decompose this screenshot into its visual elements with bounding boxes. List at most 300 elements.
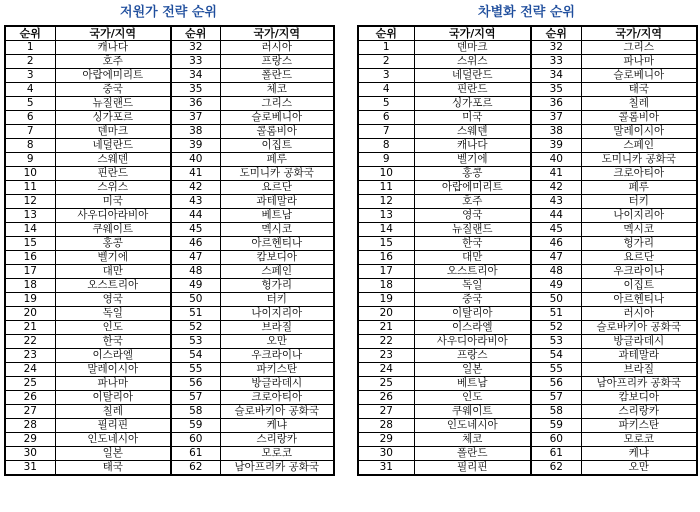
table-row: [5, 195, 334, 209]
table-row: [5, 55, 334, 69]
differentiation-ranking-block: [357, 0, 696, 476]
table-row: [358, 447, 697, 461]
country-cell: 우크라이나: [220, 349, 334, 363]
country-cell: 핀란드: [55, 167, 171, 181]
country-cell: 아르헨티나: [220, 237, 334, 251]
table-row: [358, 69, 697, 83]
rank-cell: 56: [531, 377, 581, 391]
table-row: [358, 181, 697, 195]
rank-cell: 58: [171, 405, 220, 419]
table-row: [358, 125, 697, 139]
table-row: [5, 83, 334, 97]
rank-cell: 9: [5, 153, 55, 167]
table-row: [358, 363, 697, 377]
rank-cell: 37: [531, 111, 581, 125]
country-cell: 스리랑카: [220, 433, 334, 447]
country-cell: 스위스: [55, 181, 171, 195]
rank-cell: 12: [5, 195, 55, 209]
rank-cell: 18: [5, 279, 55, 293]
rank-cell: 24: [5, 363, 55, 377]
country-cell: 폴란드: [414, 447, 531, 461]
country-cell: 쿠웨이트: [55, 223, 171, 237]
table-row: [358, 111, 697, 125]
country-cell: 대만: [55, 265, 171, 279]
country-cell: 싱가포르: [55, 111, 171, 125]
rank-cell: 34: [171, 69, 220, 83]
rank-cell: 22: [5, 335, 55, 349]
country-cell: 독일: [55, 307, 171, 321]
country-cell: 홍콩: [414, 167, 531, 181]
table-row: [358, 405, 697, 419]
country-cell: 스위스: [414, 55, 531, 69]
country-cell: 아랍에미리트: [55, 69, 171, 83]
rank-cell: 15: [5, 237, 55, 251]
country-cell: 일본: [414, 363, 531, 377]
country-cell: 홍콩: [55, 237, 171, 251]
low-cost-ranking-title: 저원가 전략 순위: [120, 5, 217, 20]
country-cell: 체코: [414, 433, 531, 447]
table-row: [358, 41, 697, 55]
country-cell: 헝가리: [581, 237, 697, 251]
differentiation-ranking-title: 차별화 전략 순위: [478, 5, 575, 20]
rank-cell: 40: [171, 153, 220, 167]
table-row: [5, 153, 334, 167]
rank-cell: 36: [531, 97, 581, 111]
rank-cell: 10: [5, 167, 55, 181]
rank-cell: 56: [171, 377, 220, 391]
table-row: [358, 153, 697, 167]
rank-cell: 47: [171, 251, 220, 265]
table-row: [5, 97, 334, 111]
rank-cell: 26: [358, 391, 414, 405]
country-cell: 슬로베니아: [581, 69, 697, 83]
country-cell: 케냐: [581, 447, 697, 461]
country-cell: 벨기에: [414, 153, 531, 167]
rank-cell: 41: [531, 167, 581, 181]
country-cell: 캄보디아: [220, 251, 334, 265]
country-cell: 케냐: [220, 419, 334, 433]
rank-cell: 44: [171, 209, 220, 223]
country-cell: 칠레: [581, 97, 697, 111]
rank-cell: 6: [358, 111, 414, 125]
country-cell: 필리핀: [414, 461, 531, 476]
country-cell: 아르헨티나: [581, 293, 697, 307]
country-cell: 요르단: [220, 181, 334, 195]
rank-cell: 35: [171, 83, 220, 97]
rank-cell: 46: [531, 237, 581, 251]
rank-cell: 57: [171, 391, 220, 405]
country-cell: 슬로바키아 공화국: [581, 321, 697, 335]
country-cell: 미국: [414, 111, 531, 125]
table-row: [358, 251, 697, 265]
table-row: [358, 293, 697, 307]
country-cell: 과테말라: [581, 349, 697, 363]
rank-cell: 15: [358, 237, 414, 251]
rank-cell: 25: [358, 377, 414, 391]
rank-cell: 31: [358, 461, 414, 476]
country-cell: 파키스탄: [220, 363, 334, 377]
country-cell: 핀란드: [414, 83, 531, 97]
rank-cell: 24: [358, 363, 414, 377]
country-cell: 페루: [220, 153, 334, 167]
rank-cell: 42: [531, 181, 581, 195]
country-cell: 멕시코: [581, 223, 697, 237]
table-row: [5, 307, 334, 321]
country-cell: 페루: [581, 181, 697, 195]
country-cell: 멕시코: [220, 223, 334, 237]
country-cell: 캐나다: [414, 139, 531, 153]
rank-cell: 48: [171, 265, 220, 279]
rank-cell: 11: [5, 181, 55, 195]
rank-cell: 45: [171, 223, 220, 237]
country-header: 국가/지역: [414, 26, 531, 41]
table-row: [5, 405, 334, 419]
table-row: [5, 363, 334, 377]
country-cell: 슬로바키아 공화국: [220, 405, 334, 419]
rank-cell: 39: [171, 139, 220, 153]
country-cell: 터키: [220, 293, 334, 307]
rank-cell: 22: [358, 335, 414, 349]
rank-cell: 26: [5, 391, 55, 405]
country-cell: 호주: [55, 55, 171, 69]
rank-cell: 30: [358, 447, 414, 461]
rank-cell: 28: [5, 419, 55, 433]
country-cell: 독일: [414, 279, 531, 293]
table-row: [5, 69, 334, 83]
table-row: [5, 209, 334, 223]
rank-cell: 3: [358, 69, 414, 83]
country-cell: 브라질: [220, 321, 334, 335]
rank-cell: 42: [171, 181, 220, 195]
rank-cell: 50: [531, 293, 581, 307]
country-cell: 폴란드: [220, 69, 334, 83]
rank-cell: 3: [5, 69, 55, 83]
low-cost-ranking-block: [4, 0, 333, 476]
rank-cell: 13: [358, 209, 414, 223]
rank-cell: 47: [531, 251, 581, 265]
rank-cell: 16: [358, 251, 414, 265]
country-cell: 모로코: [581, 433, 697, 447]
country-cell: 이스라엘: [414, 321, 531, 335]
rank-cell: 57: [531, 391, 581, 405]
country-cell: 대만: [414, 251, 531, 265]
country-cell: 브라질: [581, 363, 697, 377]
country-cell: 파나마: [55, 377, 171, 391]
rank-cell: 38: [531, 125, 581, 139]
country-cell: 나이지리아: [220, 307, 334, 321]
country-cell: 인도: [55, 321, 171, 335]
rank-cell: 4: [5, 83, 55, 97]
rank-cell: 19: [5, 293, 55, 307]
rank-cell: 17: [5, 265, 55, 279]
country-cell: 이집트: [581, 279, 697, 293]
table-row: [5, 181, 334, 195]
table-row: [5, 251, 334, 265]
rank-cell: 32: [531, 41, 581, 55]
rank-cell: 34: [531, 69, 581, 83]
rank-cell: 33: [531, 55, 581, 69]
country-cell: 중국: [414, 293, 531, 307]
rank-cell: 20: [5, 307, 55, 321]
table-row: [358, 265, 697, 279]
country-cell: 스페인: [220, 265, 334, 279]
country-cell: 일본: [55, 447, 171, 461]
rank-cell: 7: [358, 125, 414, 139]
country-cell: 오스트리아: [55, 279, 171, 293]
rank-cell: 21: [5, 321, 55, 335]
country-cell: 과테말라: [220, 195, 334, 209]
table-row: [358, 391, 697, 405]
table-row: [5, 139, 334, 153]
country-cell: 필리핀: [55, 419, 171, 433]
table-row: [5, 461, 334, 476]
rank-cell: 39: [531, 139, 581, 153]
country-cell: 뉴질랜드: [55, 97, 171, 111]
table-row: [358, 307, 697, 321]
country-cell: 영국: [414, 209, 531, 223]
rank-cell: 27: [358, 405, 414, 419]
rank-cell: 53: [531, 335, 581, 349]
rank-cell: 20: [358, 307, 414, 321]
rank-cell: 18: [358, 279, 414, 293]
country-cell: 스웨덴: [414, 125, 531, 139]
table-row: [358, 321, 697, 335]
country-cell: 우크라이나: [581, 265, 697, 279]
country-cell: 스페인: [581, 139, 697, 153]
country-cell: 스리랑카: [581, 405, 697, 419]
table-row: [358, 377, 697, 391]
table-row: [358, 167, 697, 181]
country-cell: 베트남: [414, 377, 531, 391]
country-cell: 러시아: [220, 41, 334, 55]
differentiation-ranking-body: [358, 41, 697, 476]
rank-cell: 16: [5, 251, 55, 265]
country-cell: 파키스탄: [581, 419, 697, 433]
country-cell: 프랑스: [414, 349, 531, 363]
rank-cell: 59: [171, 419, 220, 433]
country-cell: 이집트: [220, 139, 334, 153]
table-row: [5, 223, 334, 237]
country-cell: 인도네시아: [414, 419, 531, 433]
table-row: [5, 265, 334, 279]
table-row: [5, 111, 334, 125]
rank-cell: 62: [171, 461, 220, 476]
table-row: [358, 433, 697, 447]
rank-cell: 43: [171, 195, 220, 209]
country-cell: 벨기에: [55, 251, 171, 265]
country-cell: 캐나다: [55, 41, 171, 55]
rank-cell: 46: [171, 237, 220, 251]
rank-cell: 6: [5, 111, 55, 125]
rank-cell: 23: [5, 349, 55, 363]
rank-cell: 1: [5, 41, 55, 55]
rank-cell: 53: [171, 335, 220, 349]
country-cell: 쿠웨이트: [414, 405, 531, 419]
rank-cell: 28: [358, 419, 414, 433]
table-row: [358, 139, 697, 153]
rank-cell: 55: [171, 363, 220, 377]
country-cell: 아랍에미리트: [414, 181, 531, 195]
table-row: [358, 97, 697, 111]
country-cell: 남아프리카 공화국: [581, 377, 697, 391]
rank-cell: 2: [358, 55, 414, 69]
country-cell: 헝가리: [220, 279, 334, 293]
country-cell: 요르단: [581, 251, 697, 265]
country-cell: 크로아티아: [220, 391, 334, 405]
table-header-row: [358, 26, 697, 41]
rank-cell: 9: [358, 153, 414, 167]
rank-cell: 21: [358, 321, 414, 335]
rank-cell: 62: [531, 461, 581, 476]
rank-cell: 38: [171, 125, 220, 139]
rank-cell: 59: [531, 419, 581, 433]
country-cell: 중국: [55, 83, 171, 97]
table-row: [5, 377, 334, 391]
table-row: [358, 237, 697, 251]
country-cell: 남아프리카 공화국: [220, 461, 334, 476]
rank-cell: 52: [171, 321, 220, 335]
rank-cell: 14: [358, 223, 414, 237]
table-row: [358, 195, 697, 209]
country-cell: 이탈리아: [55, 391, 171, 405]
country-cell: 캄보디아: [581, 391, 697, 405]
rank-cell: 5: [358, 97, 414, 111]
rank-cell: 58: [531, 405, 581, 419]
rank-cell: 50: [171, 293, 220, 307]
rank-cell: 17: [358, 265, 414, 279]
country-cell: 덴마크: [55, 125, 171, 139]
country-cell: 러시아: [581, 307, 697, 321]
country-cell: 네덜란드: [55, 139, 171, 153]
country-cell: 도미니카 공화국: [220, 167, 334, 181]
table-row: [358, 279, 697, 293]
rank-cell: 7: [5, 125, 55, 139]
country-cell: 영국: [55, 293, 171, 307]
rank-cell: 35: [531, 83, 581, 97]
rank-cell: 14: [5, 223, 55, 237]
rank-cell: 10: [358, 167, 414, 181]
country-cell: 태국: [581, 83, 697, 97]
country-cell: 나이지리아: [581, 209, 697, 223]
rank-cell: 60: [171, 433, 220, 447]
country-cell: 터키: [581, 195, 697, 209]
rank-header: 순위: [5, 26, 55, 41]
table-row: [5, 391, 334, 405]
rank-cell: 40: [531, 153, 581, 167]
table-row: [5, 279, 334, 293]
low-cost-ranking-body: [5, 41, 334, 476]
table-row: [358, 55, 697, 69]
rank-header: 순위: [171, 26, 220, 41]
rank-cell: 61: [531, 447, 581, 461]
country-cell: 덴마크: [414, 41, 531, 55]
rank-header: 순위: [358, 26, 414, 41]
country-cell: 싱가포르: [414, 97, 531, 111]
table-row: [5, 167, 334, 181]
rank-cell: 25: [5, 377, 55, 391]
table-row: [5, 41, 334, 55]
rank-cell: 27: [5, 405, 55, 419]
table-row: [5, 237, 334, 251]
table-row: [5, 349, 334, 363]
country-cell: 이스라엘: [55, 349, 171, 363]
rank-cell: 23: [358, 349, 414, 363]
country-cell: 사우디아라비아: [55, 209, 171, 223]
country-cell: 그리스: [581, 41, 697, 55]
country-cell: 사우디아라비아: [414, 335, 531, 349]
country-cell: 크로아티아: [581, 167, 697, 181]
rank-cell: 1: [358, 41, 414, 55]
table-row: [5, 433, 334, 447]
rank-cell: 12: [358, 195, 414, 209]
rank-cell: 5: [5, 97, 55, 111]
rank-cell: 52: [531, 321, 581, 335]
country-header: 국가/지역: [581, 26, 697, 41]
country-cell: 미국: [55, 195, 171, 209]
rank-cell: 31: [5, 461, 55, 476]
country-cell: 오만: [220, 335, 334, 349]
country-cell: 체코: [220, 83, 334, 97]
rank-cell: 37: [171, 111, 220, 125]
rank-cell: 29: [5, 433, 55, 447]
country-cell: 콜롬비아: [581, 111, 697, 125]
country-cell: 호주: [414, 195, 531, 209]
rank-cell: 4: [358, 83, 414, 97]
table-row: [358, 223, 697, 237]
country-cell: 말레이시아: [55, 363, 171, 377]
country-cell: 인도네시아: [55, 433, 171, 447]
country-cell: 뉴질랜드: [414, 223, 531, 237]
rank-cell: 45: [531, 223, 581, 237]
table-row: [358, 349, 697, 363]
country-cell: 네덜란드: [414, 69, 531, 83]
country-cell: 이탈리아: [414, 307, 531, 321]
rank-cell: 36: [171, 97, 220, 111]
rank-cell: 33: [171, 55, 220, 69]
country-cell: 도미니카 공화국: [581, 153, 697, 167]
country-cell: 칠레: [55, 405, 171, 419]
rank-cell: 61: [171, 447, 220, 461]
rank-cell: 51: [531, 307, 581, 321]
country-cell: 프랑스: [220, 55, 334, 69]
rank-cell: 60: [531, 433, 581, 447]
table-header-row: [5, 26, 334, 41]
country-cell: 태국: [55, 461, 171, 476]
table-row: [358, 209, 697, 223]
rank-header: 순위: [531, 26, 581, 41]
country-cell: 말레이시아: [581, 125, 697, 139]
low-cost-ranking-table: [4, 25, 335, 476]
table-row: [5, 125, 334, 139]
country-cell: 베트남: [220, 209, 334, 223]
table-row: [358, 335, 697, 349]
rank-cell: 49: [531, 279, 581, 293]
country-cell: 모로코: [220, 447, 334, 461]
country-cell: 오스트리아: [414, 265, 531, 279]
rank-cell: 49: [171, 279, 220, 293]
rank-cell: 11: [358, 181, 414, 195]
rank-cell: 2: [5, 55, 55, 69]
table-row: [358, 83, 697, 97]
country-cell: 한국: [55, 335, 171, 349]
rank-cell: 54: [171, 349, 220, 363]
rank-cell: 13: [5, 209, 55, 223]
country-header: 국가/지역: [220, 26, 334, 41]
country-cell: 인도: [414, 391, 531, 405]
table-row: [358, 419, 697, 433]
rank-cell: 43: [531, 195, 581, 209]
rank-cell: 30: [5, 447, 55, 461]
